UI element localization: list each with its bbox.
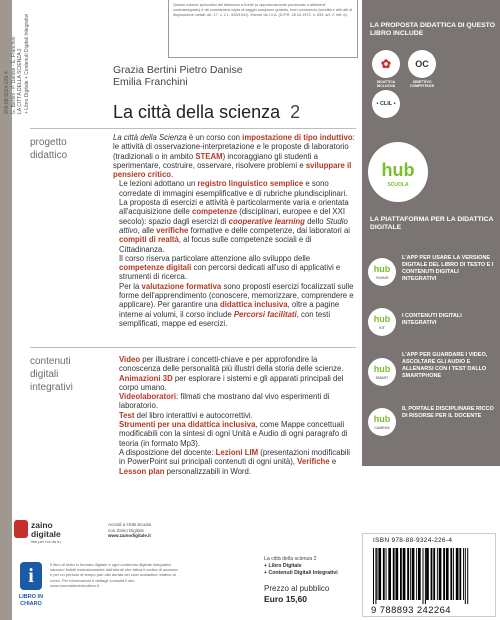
progetto-paragraph-5: Per la valutazione formativa sono proposti esercizi focalizzati sulle forme dell'apprendimento (conoscere, memorizzare, comprendere e applicare). Per garantire una didattica inclusiva, oltre a pagine interne ai volumi, il corso include Percorsi facilitati, con testi semplificati, mappe ed esercizi.	[119, 281, 354, 328]
obiettivo-competenze-label: OBIETTIVO COMPETENZE	[409, 80, 435, 89]
edition-info	[264, 556, 360, 577]
sample-copy-note: Questo volume sprovvisto del talloncino a fronte (o opportunamente punzonato o altrimenti contrassegnato) è da considerarsi copia di saggio-campione gratuito, fuori commercio (vendita e altri atti di disposizione vietati: art. 17, c. 2 L. 633/1941). Esente da I.V.A. (D.P.R. 26.10.1972, n. 633, art. 2, lett. d).	[168, 0, 358, 58]
contenuti-item-videolaboratori: Videolaboratori: filmati che mostrano dal vivo esperimenti di laboratorio.	[119, 392, 330, 411]
contenuti-item-animazioni: Animazioni 3D per esplorare i sistemi e gli apparati principali del corpo umano.	[119, 373, 344, 392]
chiaro-label: CHIARO	[20, 601, 42, 607]
hub-smart-word: hub	[373, 364, 391, 374]
progetto-line-1: progetto	[30, 137, 67, 148]
hub-kit-icon	[368, 308, 396, 336]
isbn-digits: 9 788893 242264	[371, 605, 451, 616]
zaino-word: zaino	[31, 520, 53, 530]
hub-young-word: hub	[373, 264, 391, 274]
isbn-label: ISBN 978-88-9324-226-4	[373, 537, 453, 544]
hub-access-text	[108, 522, 178, 539]
hub-young-sub: YOUNG	[375, 276, 389, 280]
hub-young-text: L'APP PER USARE LA VERSIONE DIGITALE DEL LIBRO DI TESTO E I CONTENUTI DIGITALI INTEGRATIVI	[402, 255, 494, 282]
contenuti-item-video: Video per illustrare i concetti-chiave e per approfondire la conoscenza delle personalità più illustri della storia delle scienze.	[119, 355, 344, 374]
progetto-paragraph-2: Le lezioni adottano un registro linguistico semplice e sono corredate di immagini esemplificative e di rubriche plundisciplinari.	[119, 179, 348, 198]
price-label: Prezzo al pubblico	[264, 584, 330, 593]
hub-access-line-2: con Zaino Digitale	[108, 527, 145, 533]
hub-kit-sub: KIT	[379, 326, 385, 330]
section-heading-progetto	[30, 136, 110, 162]
edition-libro-digitale: + Libro Digitale	[264, 563, 302, 569]
hub-kit-text: I CONTENUTI DIGITALI INTEGRATIVI	[402, 313, 462, 326]
divider-top	[30, 128, 356, 129]
hub-kit-word: hub	[373, 314, 391, 324]
hub-smart-text: L'APP PER GUARDARE I VIDEO, ASCOLTARE GLI AUDIO E ALLENARSI CON I TEST DALLO SMARTPHONE	[402, 352, 488, 379]
sidebar	[362, 0, 500, 466]
divider-middle	[30, 347, 356, 348]
libro-in-label: LIBRO IN	[18, 594, 44, 600]
barcode-box	[362, 533, 496, 617]
edition-contenuti-digitali: + Contenuti Digitali Integrativi	[264, 570, 338, 576]
spine-authors: G. Bertini - P. Danise - E. Franchini	[10, 36, 17, 114]
barcode-icon	[371, 548, 489, 604]
platform-text: LA PIATTAFORMA PER LA DIDATTICA DIGITALE	[370, 216, 494, 232]
spine-title: LA CITTÀ DELLA SCIENZA 2	[17, 48, 24, 114]
contenuti-line-1: contenuti	[30, 356, 71, 367]
authors-line-1: Grazia Bertini Pietro Danise	[113, 64, 243, 76]
hub-campus-icon	[368, 408, 396, 436]
backpack-icon	[14, 520, 28, 538]
contenuti-line-3: integrativi	[30, 382, 73, 393]
contenuti-item-test: Test del libro interattivi e autocorrettivi.	[119, 410, 253, 420]
digitale-word: digitale	[31, 529, 61, 539]
zaino-digitale-logo	[14, 520, 104, 554]
price-value: Euro 15,60	[264, 594, 307, 604]
section-heading-contenuti	[30, 355, 110, 394]
hub-smart-icon	[368, 358, 396, 386]
hub-scuola-logo	[368, 142, 428, 202]
didattica-inclusiva-icon: ✿	[372, 50, 400, 78]
authors	[113, 64, 343, 88]
hub-smart-sub: SMART	[375, 376, 389, 380]
contenuti-line-2: digitali	[30, 369, 59, 380]
spine-extras: + Libro Digitale + Contenuti Digitali Integrativi	[23, 13, 30, 114]
progetto-paragraph-4: Il corso riserva particolare attenzione allo sviluppo delle competenze digitali con percorsi dedicati all'uso di applicativi e strumenti di ricerca.	[119, 253, 341, 282]
progetto-body	[113, 133, 356, 328]
contenuti-item-strumenti: Strumenti per una didattica inclusiva, come Mappe concettuali modificabili con la sintesi di ogni Unità e Audio di ogni paragrafo di teoria (in formato Mp3).	[119, 420, 348, 448]
libro-in-chiaro-text: Il libro di testo in formato digitale e ogni contenuto digitale integrativo saranno fruibili esclusivamente dall'utente che attiva il codice di accesso e per un periodo di tempo pari alla durata del ciclo scolastico relativo al corso. Per informazioni e dettagli consulta il sito www.mondadorieducation.it	[50, 562, 178, 588]
hub-word: hub	[381, 160, 415, 180]
didattica-inclusiva-label: DIDATTICA INCLUSIVA	[376, 80, 396, 89]
spine-text	[4, 2, 66, 114]
sidebar-header: LA PROPOSTA DIDATTICA DI QUESTO LIBRO INCLUDE	[370, 22, 495, 38]
progetto-paragraph-3: La proposta di esercizi e attività è particolarmente varia e orientata all'acquisizione delle competenze (disciplinari, europee e del XXI secolo): spazio dagli esercizi di cooperative learning dello Studio attivo, alle verifiche formative e delle competenze, dai laboratori ai compiti di realtà, al focus sulle competenze sociali e di Cittadinanza.	[119, 198, 351, 254]
clil-icon: • CLIL •	[372, 90, 400, 118]
spine-isbn: 978-88-9324-226-4	[4, 71, 10, 114]
zaino-tagline: libri per noi da tu	[31, 539, 61, 544]
authors-line-2: Emilia Franchini	[113, 76, 188, 88]
hub-campus-word: hub	[373, 414, 391, 424]
edition-title: La città della scienza 2	[264, 556, 317, 562]
title-text: La città della scienza	[113, 102, 281, 122]
info-icon: i	[20, 562, 42, 590]
progetto-line-2: didattico	[30, 150, 68, 161]
hub-campus-sub: CAMPUS	[374, 426, 390, 430]
zainodigitale-link[interactable]: www.zainodigitale.it	[108, 533, 151, 539]
libro-in-chiaro-logo	[16, 562, 46, 614]
hub-campus-text: IL PORTALE DISCIPLINARE RICCO DI RISORSE PER IL DOCENTE	[402, 406, 494, 419]
hub-young-icon	[368, 258, 396, 286]
contenuti-body	[113, 355, 356, 476]
hub-access-line-1: Accedi a HUB Scuola	[108, 522, 152, 527]
hub-scuola-sub: SCUOLA	[387, 182, 409, 188]
progetto-paragraph-1: La città della Scienza è un corso con impostazione di tipo induttivo: le attività di osservazione-interpretazione e le proposte di laboratorio (tradizionali o in ambito STEAM) incoraggiano gli studenti a sperimentare, costruire, osservare, risolvere problemi e sviluppare il pensiero critico.	[113, 133, 355, 180]
obiettivo-competenze-icon: OC	[408, 50, 436, 78]
title-volume: 2	[290, 102, 301, 122]
contenuti-item-docente: A disposizione del docente: Lezioni LIM (presentazioni modificabili in PowerPoint sui principali contenuti di ogni unità), Verifiche e Lesson plan personalizzabili in Word.	[119, 447, 350, 476]
book-title	[113, 102, 300, 123]
